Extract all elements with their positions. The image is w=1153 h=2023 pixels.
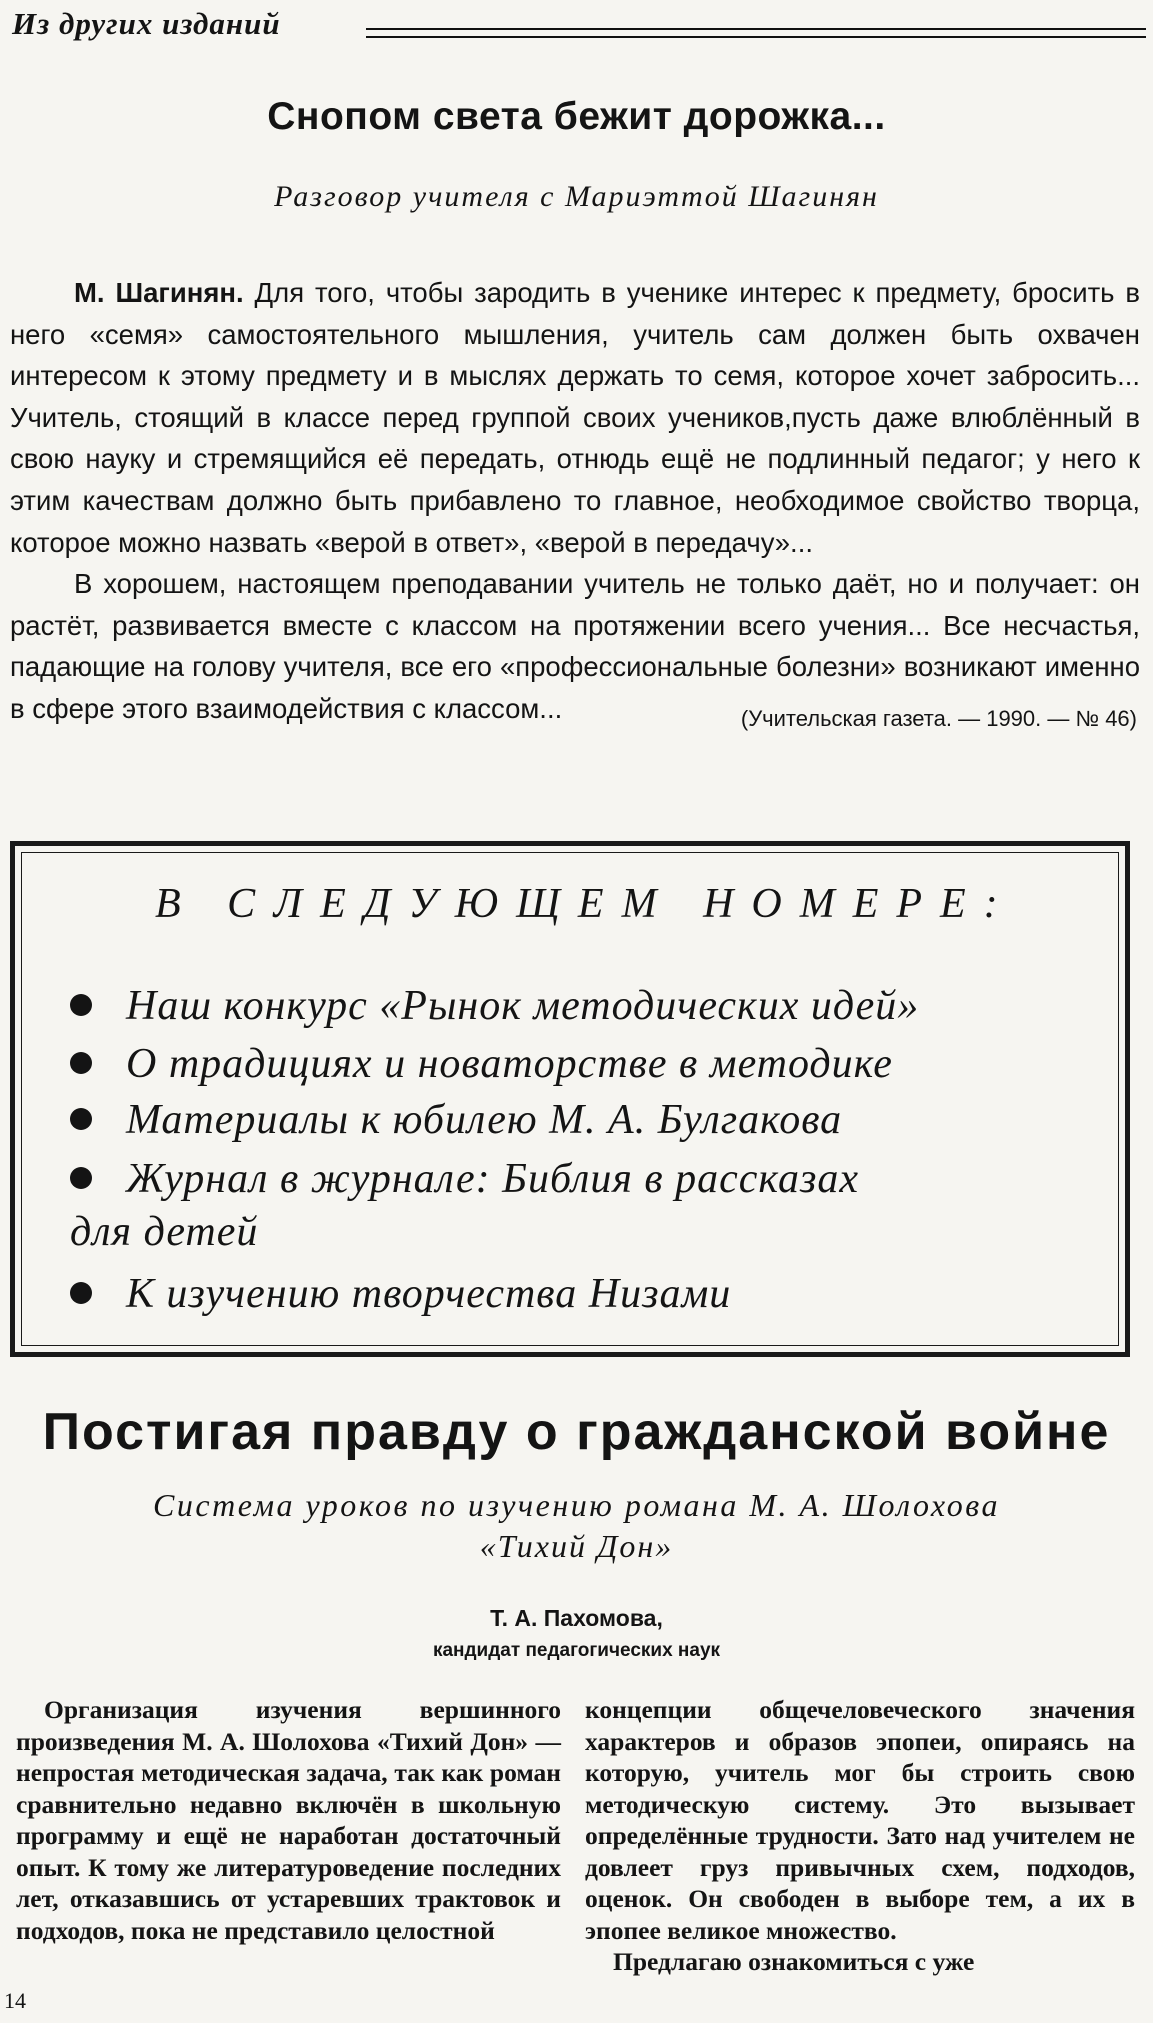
bullet-icon	[70, 994, 92, 1016]
speaker-name: М. Шагинян.	[74, 277, 244, 308]
article2-column-right	[585, 1694, 1135, 1978]
bullet-icon	[70, 1167, 92, 1189]
article2-paragraph: Предлагаю ознакомиться с уже	[613, 1947, 975, 1976]
article1-paragraph-1	[10, 272, 1140, 563]
article2-column-left	[16, 1694, 561, 1946]
article1-body	[10, 272, 1140, 730]
article1-subtitle: Разговор учителя с Мариэттой Шагинян	[274, 180, 879, 213]
page-number: 14	[4, 1988, 26, 2013]
next-issue-item: К изучению творчества Низами	[70, 1270, 731, 1318]
bullet-icon	[70, 1282, 92, 1304]
article2-subtitle-line2: «Тихий Дон»	[479, 1528, 674, 1564]
next-issue-item: Наш конкурс «Рынок методических идей»	[70, 982, 919, 1030]
article1-title: Снопом света бежит дорожка...	[267, 95, 886, 138]
paragraph-1-text: Для того, чтобы зародить в ученике интерес к предмету, бросить в него «семя» самостоятельного мышления, учитель сам должен быть охвачен интересом к этому предмету и в мыслях держать то семя, которое хочет забросить... Учитель, стоящий в классе перед группой своих учеников,пусть даже влюблённый в свою науку и стремящийся её передать, отнюдь ещё не подлинный педагог; у него к этим качествам должно быть прибавлено то главное, необходимое свойство творца, которое можно назвать «верой в ответ», «верой в передачу»...	[10, 277, 1140, 558]
article2-subtitle-line1: Система уроков по изучению романа М. А. Шолохова	[153, 1487, 1000, 1523]
next-issue-item-continuation: для детей	[70, 1209, 259, 1255]
article1-source: (Учительская газета. — 1990. — № 46)	[740, 706, 1137, 731]
bullet-icon	[70, 1052, 92, 1074]
rubric-rule	[366, 28, 1146, 38]
section-rubric: Из других изданий	[12, 6, 281, 41]
article2-author-title: кандидат педагогических наук	[432, 1640, 721, 1661]
article1-paragraph-2: В хорошем, настоящем преподавании учитель не только даёт, но и получает: он растёт, развивается вместе с классом на протяжении всего учения... Все несчастья, падающие на голову учителя, все его «профессиональные болезни» возникают именно в сфере этого взаимодействия с классом...	[10, 568, 1140, 724]
article2-paragraph: Организация изучения вершинного произведения М. А. Шолохова «Тихий Дон» — непростая методическая задача, так как роман сравнительно недавно включён в школьную программу и ещё не наработан достаточный опыт. К тому же литературоведение последних лет, отказавшись от устаревших трактовок и подходов, пока не представило целостной	[16, 1695, 561, 1945]
next-issue-item: Материалы к юбилею М. А. Булгакова	[70, 1096, 842, 1144]
next-issue-item: О традициях и новаторстве в методике	[70, 1040, 893, 1088]
next-issue-item: Журнал в журнале: Библия в рассказах	[70, 1155, 859, 1203]
bullet-icon	[70, 1108, 92, 1130]
next-issue-heading: В СЛЕДУЮЩЕМ НОМЕРЕ:	[155, 881, 1016, 927]
article2-author: Т. А. Пахомова,	[490, 1605, 663, 1631]
article2-title: Постигая правду о гражданской войне	[42, 1403, 1111, 1461]
article2-paragraph: концепции общечеловеческого значения характеров и образов эпопеи, опираясь на которую, учитель мог бы строить свою методическую систему. Это вызывает определённые трудности. Зато над учителем не довлеет груз привычных схем, подходов, оценок. Он свободен в выборе тем, а их в эпопее великое множество.	[585, 1695, 1135, 1945]
